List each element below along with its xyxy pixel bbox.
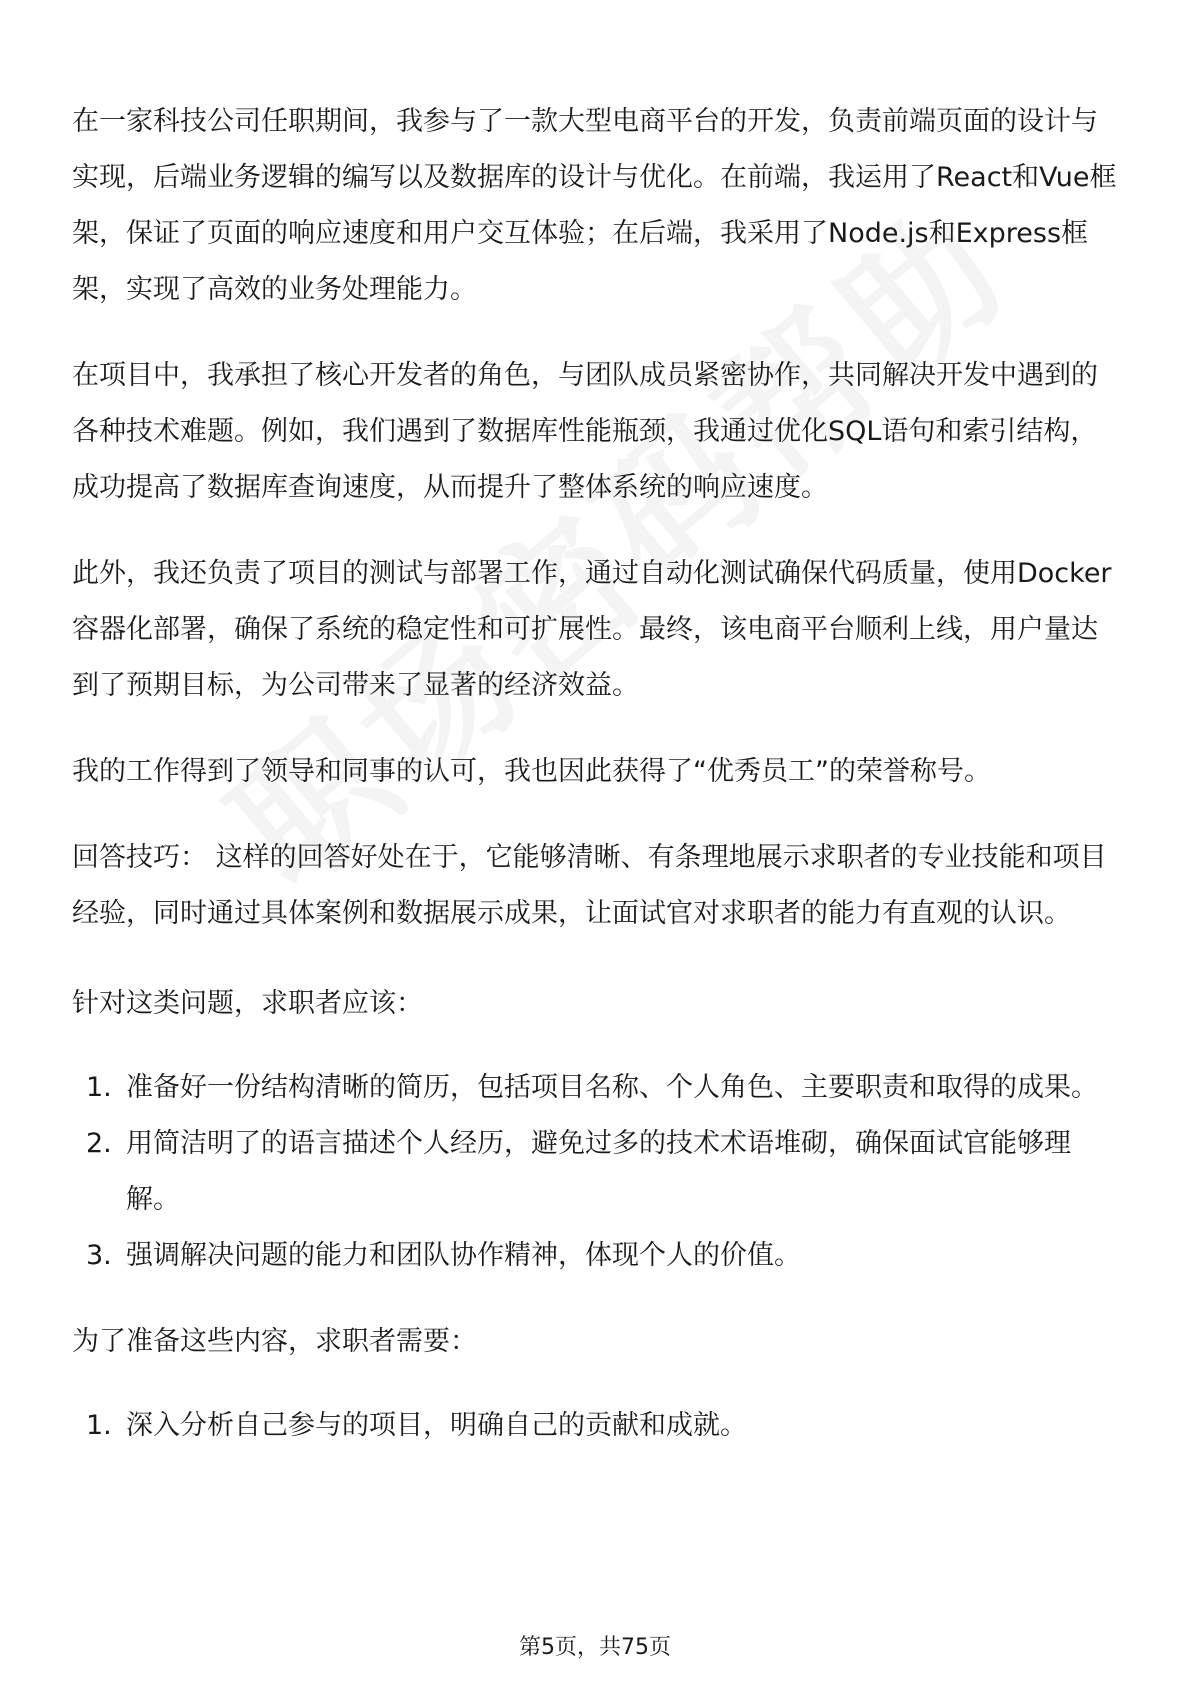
paragraph-role: 在项目中，我承担了核心开发者的角色，与团队成员紧密协作，共同解决开发中遇到的各种技术难题。例如，我们遇到了数据库性能瓶颈，我通过优化SQL语句和索引结构，成功提高了数据库查询速度，从而提升了整体系统的响应速度。 [72,360,1098,503]
paragraph-preparation-intro: 为了准备这些内容，求职者需要： [72,1326,477,1357]
page-number: 第5页，共75页 [519,1635,671,1660]
list-item-text: 深入分析自己参与的项目，明确自己的贡献和成就。 [126,1410,747,1441]
paragraph-recognition: 我的工作得到了领导和同事的认可，我也因此获得了“优秀员工”的荣誉称号。 [72,756,991,787]
list-item [72,1228,1122,1284]
list-item-text: 强调解决问题的能力和团队协作精神，体现个人的价值。 [126,1240,801,1271]
list-item-text: 用简洁明了的语言描述个人经历，避免过多的技术术语堆砌，确保面试官能够理解。 [126,1128,1071,1215]
advice-list [72,1060,1122,1284]
list-item-number: 3. [86,1240,112,1271]
paragraph-experience: 在一家科技公司任职期间，我参与了一款大型电商平台的开发，负责前端页面的设计与实现，后端业务逻辑的编写以及数据库的设计与优化。在前端，我运用了React和Vue框架，保证了页面的响应速度和用户交互体验；在后端，我采用了Node.js和Express框架，实现了高效的业务处理能力。 [72,106,1117,305]
list-item-number: 2. [86,1128,112,1159]
paragraph-answer-tips: 回答技巧： 这样的回答好处在于，它能够清晰、有条理地展示求职者的专业技能和项目经验，同时通过具体案例和数据展示成果，让面试官对求职者的能力有直观的认识。 [72,842,1107,929]
document-body [72,94,1122,1454]
preparation-list [72,1398,1122,1454]
paragraph-deployment: 此外，我还负责了项目的测试与部署工作，通过自动化测试确保代码质量，使用Docker容器化部署，确保了系统的稳定性和可扩展性。最终，该电商平台顺利上线，用户量达到了预期目标，为公司带来了显著的经济效益。 [72,558,1112,701]
paragraph-advice-intro: 针对这类问题，求职者应该： [72,988,423,1019]
list-item-number: 1. [86,1410,112,1441]
list-item-number: 1. [86,1072,112,1103]
list-item [72,1398,1122,1454]
list-item [72,1116,1122,1228]
list-item [72,1060,1122,1116]
list-item-text: 准备好一份结构清晰的简历，包括项目名称、个人角色、主要职责和取得的成果。 [126,1072,1098,1103]
